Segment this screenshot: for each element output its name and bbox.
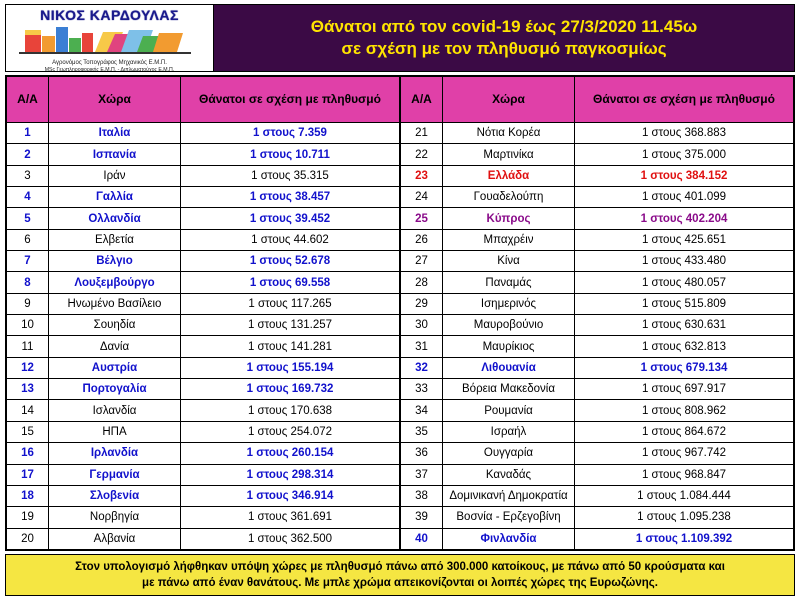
table-header-row xyxy=(7,77,400,123)
cell-ratio: 1 στους 361.691 xyxy=(181,507,400,528)
cell-ratio: 1 στους 384.152 xyxy=(575,165,794,186)
table-row xyxy=(401,229,794,250)
cell-aa: 17 xyxy=(7,464,49,485)
cell-aa: 16 xyxy=(7,443,49,464)
cell-country: Αλβανία xyxy=(49,528,181,549)
cell-country: Ισραήλ xyxy=(443,421,575,442)
cell-country: Βέλγιο xyxy=(49,251,181,272)
table-row xyxy=(7,251,400,272)
cell-aa: 38 xyxy=(401,485,443,506)
cell-aa: 40 xyxy=(401,528,443,549)
table-row xyxy=(401,187,794,208)
cell-aa: 22 xyxy=(401,144,443,165)
cell-country: Μαρτινίκα xyxy=(443,144,575,165)
cell-ratio: 1 στους 35.315 xyxy=(181,165,400,186)
cell-country: Σουηδία xyxy=(49,315,181,336)
table-row xyxy=(7,379,400,400)
cell-country: Βόρεια Μακεδονία xyxy=(443,379,575,400)
table-row xyxy=(401,208,794,229)
cell-country: Μαυρίκιος xyxy=(443,336,575,357)
table-row xyxy=(401,336,794,357)
cell-aa: 1 xyxy=(7,123,49,144)
cell-country: Ισλανδία xyxy=(49,400,181,421)
cell-aa: 5 xyxy=(7,208,49,229)
column-header-aa: Α/Α xyxy=(7,77,49,123)
cell-aa: 6 xyxy=(7,229,49,250)
table-row xyxy=(401,165,794,186)
column-header-country: Χώρα xyxy=(49,77,181,123)
cell-country: Ελλάδα xyxy=(443,165,575,186)
footer-note xyxy=(5,554,795,596)
table-row xyxy=(401,400,794,421)
table-row xyxy=(401,528,794,549)
cell-country: Ισημερινός xyxy=(443,293,575,314)
cell-ratio: 1 στους 697.917 xyxy=(575,379,794,400)
table-row xyxy=(401,485,794,506)
cell-country: Βοσνία - Ερζεγοβίνη xyxy=(443,507,575,528)
cell-aa: 27 xyxy=(401,251,443,272)
tables-container xyxy=(5,75,795,551)
cell-country: Νορβηγία xyxy=(49,507,181,528)
cell-ratio: 1 στους 117.265 xyxy=(181,293,400,314)
logo-box xyxy=(6,5,214,71)
table-row xyxy=(401,357,794,378)
cell-country: Πορτογαλία xyxy=(49,379,181,400)
cell-country: Ρουμανία xyxy=(443,400,575,421)
cell-country: Λιθουανία xyxy=(443,357,575,378)
table-row xyxy=(401,421,794,442)
cell-country: Κύπρος xyxy=(443,208,575,229)
cell-ratio: 1 στους 1.084.444 xyxy=(575,485,794,506)
cell-ratio: 1 στους 10.711 xyxy=(181,144,400,165)
table-header-row xyxy=(401,77,794,123)
cell-country: Λουξεμβούργο xyxy=(49,272,181,293)
cell-country: Ιρλανδία xyxy=(49,443,181,464)
cell-ratio: 1 στους 7.359 xyxy=(181,123,400,144)
table-row xyxy=(7,272,400,293)
cell-aa: 34 xyxy=(401,400,443,421)
cell-ratio: 1 στους 169.732 xyxy=(181,379,400,400)
cell-aa: 26 xyxy=(401,229,443,250)
cell-aa: 35 xyxy=(401,421,443,442)
table-row xyxy=(401,293,794,314)
cell-ratio: 1 στους 52.678 xyxy=(181,251,400,272)
cell-country: Σλοβενία xyxy=(49,485,181,506)
cell-ratio: 1 στους 170.638 xyxy=(181,400,400,421)
cell-aa: 31 xyxy=(401,336,443,357)
cell-ratio: 1 στους 402.204 xyxy=(575,208,794,229)
cell-ratio: 1 στους 515.809 xyxy=(575,293,794,314)
table-row xyxy=(7,187,400,208)
deaths-table-left xyxy=(6,76,400,550)
table-row xyxy=(401,464,794,485)
logo-subtitle-2: MSc Γεωπληροφορικής Ε.Μ.Π. - Διπλωματούχος Ε.Μ.Π. xyxy=(44,67,175,71)
cell-ratio: 1 στους 38.457 xyxy=(181,187,400,208)
cell-country: Καναδάς xyxy=(443,464,575,485)
table-row xyxy=(7,357,400,378)
cell-ratio: 1 στους 808.962 xyxy=(575,400,794,421)
cell-ratio: 1 στους 433.480 xyxy=(575,251,794,272)
cell-country: Μαυροβούνιο xyxy=(443,315,575,336)
cell-aa: 4 xyxy=(7,187,49,208)
cell-country: Αυστρία xyxy=(49,357,181,378)
cell-ratio: 1 στους 131.257 xyxy=(181,315,400,336)
table-row xyxy=(7,123,400,144)
cell-ratio: 1 στους 480.057 xyxy=(575,272,794,293)
cell-ratio: 1 στους 1.095.238 xyxy=(575,507,794,528)
cell-country: ΗΠΑ xyxy=(49,421,181,442)
cell-country: Ολλανδία xyxy=(49,208,181,229)
table-row xyxy=(401,379,794,400)
cell-ratio: 1 στους 630.631 xyxy=(575,315,794,336)
table-row xyxy=(401,443,794,464)
cell-ratio: 1 στους 375.000 xyxy=(575,144,794,165)
cell-ratio: 1 στους 632.813 xyxy=(575,336,794,357)
cell-ratio: 1 στους 362.500 xyxy=(181,528,400,549)
cell-ratio: 1 στους 967.742 xyxy=(575,443,794,464)
table-row xyxy=(401,123,794,144)
table-row xyxy=(401,144,794,165)
table-row xyxy=(7,485,400,506)
column-header-ratio: Θάνατοι σε σχέση με πληθυσμό xyxy=(181,77,400,123)
cell-aa: 23 xyxy=(401,165,443,186)
cell-country: Ηνωμένο Βασίλειο xyxy=(49,293,181,314)
cell-aa: 7 xyxy=(7,251,49,272)
cell-aa: 37 xyxy=(401,464,443,485)
cell-ratio: 1 στους 155.194 xyxy=(181,357,400,378)
table-row xyxy=(401,315,794,336)
cell-country: Γερμανία xyxy=(49,464,181,485)
table-row xyxy=(7,229,400,250)
title-box xyxy=(214,5,794,71)
cell-aa: 33 xyxy=(401,379,443,400)
cell-ratio: 1 στους 69.558 xyxy=(181,272,400,293)
cell-country: Φινλανδία xyxy=(443,528,575,549)
cell-aa: 30 xyxy=(401,315,443,336)
cell-country: Νότια Κορέα xyxy=(443,123,575,144)
cell-country: Ιράν xyxy=(49,165,181,186)
cell-aa: 13 xyxy=(7,379,49,400)
cell-aa: 20 xyxy=(7,528,49,549)
page-title-line-2: σε σχέση με τον πληθυσμό παγκοσμίως xyxy=(341,39,667,58)
header xyxy=(5,4,795,72)
table-row xyxy=(7,421,400,442)
cell-country: Δανία xyxy=(49,336,181,357)
cell-ratio: 1 στους 260.154 xyxy=(181,443,400,464)
cell-aa: 15 xyxy=(7,421,49,442)
table-row xyxy=(7,528,400,549)
cell-ratio: 1 στους 864.672 xyxy=(575,421,794,442)
cell-ratio: 1 στους 298.314 xyxy=(181,464,400,485)
cell-aa: 28 xyxy=(401,272,443,293)
cell-country: Κίνα xyxy=(443,251,575,272)
cell-aa: 8 xyxy=(7,272,49,293)
logo-title: ΝΙΚΟΣ ΚΑΡΔΟΥΛΑΣ xyxy=(40,7,179,23)
footer-line-1: Στον υπολογισμό λήφθηκαν υπόψη χώρες με πληθυσμό πάνω από 300.000 κατοίκους, με πάνω από 50 κρούσματα και xyxy=(75,561,725,573)
table-row xyxy=(401,251,794,272)
deaths-table-right xyxy=(400,76,794,550)
cell-aa: 21 xyxy=(401,123,443,144)
cell-aa: 39 xyxy=(401,507,443,528)
cell-country: Γαλλία xyxy=(49,187,181,208)
logo-graphic-icon xyxy=(11,24,209,60)
cell-ratio: 1 στους 401.099 xyxy=(575,187,794,208)
cell-aa: 2 xyxy=(7,144,49,165)
cell-country: Παναμάς xyxy=(443,272,575,293)
cell-aa: 14 xyxy=(7,400,49,421)
cell-ratio: 1 στους 254.072 xyxy=(181,421,400,442)
column-header-ratio: Θάνατοι σε σχέση με πληθυσμό xyxy=(575,77,794,123)
page-title-line-1: Θάνατοι από τον covid-19 έως 27/3/2020 11.45ω xyxy=(310,17,698,36)
cell-country: Δομινικανή Δημοκρατία xyxy=(443,485,575,506)
cell-aa: 32 xyxy=(401,357,443,378)
cell-country: Ουγγαρία xyxy=(443,443,575,464)
footer-line-2: με πάνω από έναν θανάτους. Με μπλε χρώμα απεικονίζονται οι λοιπές χώρες της Ευρωζώνης. xyxy=(142,577,658,589)
cell-country: Ισπανία xyxy=(49,144,181,165)
table-row xyxy=(7,315,400,336)
cell-aa: 24 xyxy=(401,187,443,208)
cell-aa: 10 xyxy=(7,315,49,336)
table-row xyxy=(7,400,400,421)
cell-ratio: 1 στους 44.602 xyxy=(181,229,400,250)
cell-ratio: 1 στους 968.847 xyxy=(575,464,794,485)
table-row xyxy=(7,165,400,186)
table-row xyxy=(7,144,400,165)
cell-aa: 29 xyxy=(401,293,443,314)
logo-subtitle-1: Αγρονόμος Τοπογράφος Μηχανικός Ε.Μ.Π. xyxy=(52,60,167,66)
table-row xyxy=(7,443,400,464)
table-row xyxy=(401,272,794,293)
cell-country: Μπαχρέιν xyxy=(443,229,575,250)
cell-country: Γουαδελούπη xyxy=(443,187,575,208)
column-header-aa: Α/Α xyxy=(401,77,443,123)
cell-country: Ιταλία xyxy=(49,123,181,144)
cell-aa: 12 xyxy=(7,357,49,378)
cell-ratio: 1 στους 425.651 xyxy=(575,229,794,250)
table-row xyxy=(7,293,400,314)
cell-aa: 3 xyxy=(7,165,49,186)
cell-country: Ελβετία xyxy=(49,229,181,250)
cell-ratio: 1 στους 368.883 xyxy=(575,123,794,144)
table-row xyxy=(401,507,794,528)
cell-ratio: 1 στους 346.914 xyxy=(181,485,400,506)
table-row xyxy=(7,208,400,229)
cell-aa: 19 xyxy=(7,507,49,528)
cell-aa: 36 xyxy=(401,443,443,464)
cell-aa: 25 xyxy=(401,208,443,229)
cell-ratio: 1 στους 679.134 xyxy=(575,357,794,378)
cell-ratio: 1 στους 1.109.392 xyxy=(575,528,794,549)
table-row xyxy=(7,336,400,357)
column-header-country: Χώρα xyxy=(443,77,575,123)
cell-aa: 18 xyxy=(7,485,49,506)
table-row xyxy=(7,507,400,528)
cell-ratio: 1 στους 141.281 xyxy=(181,336,400,357)
cell-aa: 9 xyxy=(7,293,49,314)
cell-aa: 11 xyxy=(7,336,49,357)
table-row xyxy=(7,464,400,485)
cell-ratio: 1 στους 39.452 xyxy=(181,208,400,229)
